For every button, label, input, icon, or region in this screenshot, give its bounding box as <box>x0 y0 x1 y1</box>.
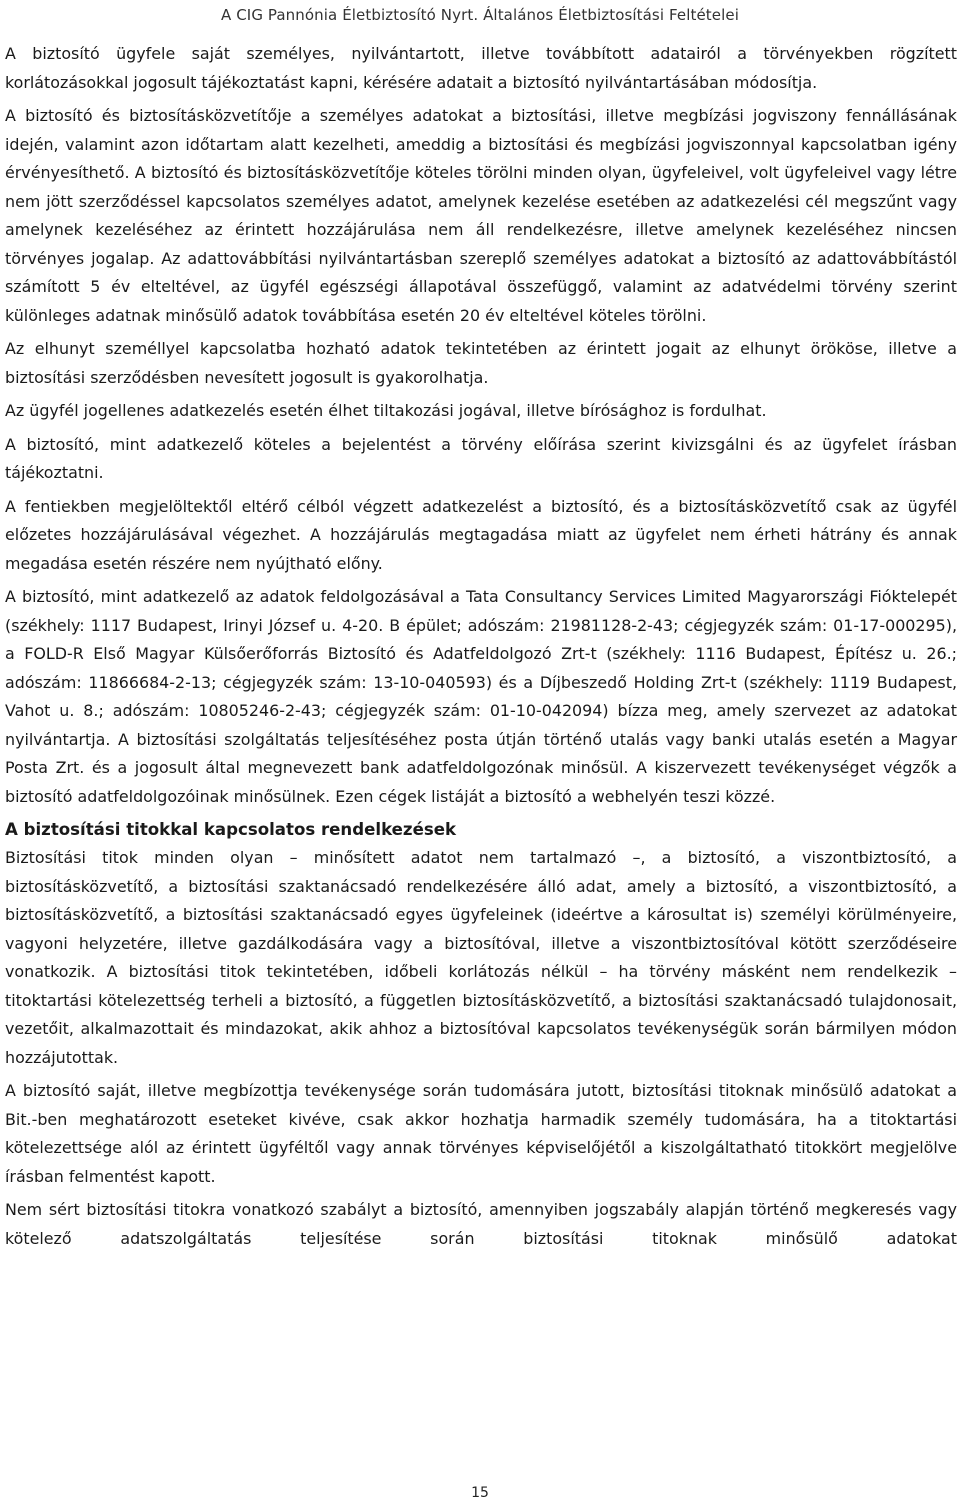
page-number: 15 <box>471 1485 489 1501</box>
paragraph-other-purpose: A fentiekben megjelöltektől eltérő célból végzett adatkezelést a biztosító, és a biztosításközvetítő csak az ügyfél előzetes hozzájárulásával végezhet. A hozzájárulás megtagadása miatt az ügyfelet nem érheti hátrány és annak megadása esetén részére nem nyújtható előny. <box>5 496 957 573</box>
paragraph-complaint-handling: A biztosító, mint adatkezelő köteles a bejelentést a törvény előírása szerint kivizsgálni és az ügyfelet írásban tájékoztatni. <box>5 434 957 482</box>
paragraph-objection-right: Az ügyfél jogellenes adatkezelés esetén élhet tiltakozási jogával, illetve bírósághoz is fordulhat. <box>5 401 767 420</box>
running-header: A CIG Pannónia Életbiztosító Nyrt. Általános Életbiztosítási Feltételei <box>221 6 739 24</box>
paragraph-secret-disclosure: A biztosító saját, illetve megbízottja tevékenysége során tudomására jutott, biztosítási titoknak minősülő adatokat a Bit.-ben meghatározott eseteket kivéve, csak akkor hozhatja harmadik személy tudomására, ha a titoktartási kötelezettsége alól az érintett ügyféltől vagy annak törvényes képviselőjétől a kiszolgáltatható titokkört megjelölve írásban felmentést kapott. <box>5 1081 957 1186</box>
paragraph-data-retention: A biztosító és biztosításközvetítője a személyes adatokat a biztosítási, illetve megbízási jogviszony fennállásának idején, valamint azon időtartam alatt kezelheti, ameddig a biztosítási és megbízási jogviszonnyal kapcsolatban igény érvényesíthető. A biztosító és biztosításközvetítője köteles törölni minden olyan, ügyfeleivel, volt ügyfeleivel vagy létre nem jött szerződéssel kapcsolatos személyes adatot, amelynek kezelése esetében az adatkezelési cél megszűnt vagy amelynek kezeléséhez az érintett hozzájárulása nem áll rendelkezésre, illetve amelynek kezeléséhez nincsen törvényes jogalap. Az adattovábbítási nyilvántartásban szereplő személyes adatokat a biztosító az adattovábbítástól számított 5 év elteltével, az ügyfél egészségi állapotával összefüggő, valamint az adatvédelmi törvény szerint különleges adatnak minősülő adatok továbbítása esetén 20 év elteltével köteles törölni. <box>5 106 957 325</box>
paragraph-secret-definition: Biztosítási titok minden olyan – minősített adatot nem tartalmazó –, a biztosító, a viszontbiztosító, a biztosításközvetítő, a biztosítási szaktanácsadó rendelkezésére álló adat, amely a biztosító, a viszontbiztosító, a biztosításközvetítő, a biztosítási szaktanácsadó egyes ügyfeleinek (ideértve a károsultat is) személyi körülményeire, vagyoni helyzetére, illetve gazdálkodására vagy a biztosítóval, illetve a viszontbiztosítóval kötött szerződéseire vonatkozik. A biztosítási titok tekintetében, időbeli korlátozás nélkül – ha törvény másként nem rendelkezik – titoktartási kötelezettség terheli a biztosító, a független biztosításközvetítő, a biztosítási szaktanácsadó tulajdonosait, vezetőit, alkalmazottait és mindazokat, akik ahhoz a biztosítóval kapcsolatos tevékenységük során bármilyen módon hozzájutottak. <box>5 848 957 1067</box>
paragraph-data-access: A biztosító ügyfele saját személyes, nyilvántartott, illetve továbbított adatairól a törvényekben rögzített korlátozásokkal jogosult tájékoztatást kapni, kérésére adatait a biztosító nyilvántartásában módosítja. <box>5 44 957 92</box>
paragraph-secret-exceptions: Nem sért biztosítási titokra vonatkozó szabályt a biztosító, amennyiben jogszabály alapján történő megkeresés vagy kötelező adatszolgáltatás teljesítése során biztosítási titoknak minősülő adatokat <box>5 1200 957 1248</box>
section-heading: A biztosítási titokkal kapcsolatos rendelkezések <box>5 820 456 839</box>
paragraph-deceased-rights: Az elhunyt személlyel kapcsolatba hozható adatok tekintetében az érintett jogait az elhunyt örököse, illetve a biztosítási szerződésben nevesített jogosult is gyakorolhatja. <box>5 339 957 387</box>
document-body <box>5 40 957 1258</box>
paragraph-data-processors: A biztosító, mint adatkezelő az adatok feldolgozásával a Tata Consultancy Services Limited Magyarországi Fióktelepét (székhely: 1117 Budapest, Irinyi József u. 4-20. B épület; adószám: 21981128-2-43; cégjegyzék szám: 01-17-000295), a FOLD-R Első Magyar Külsőerőforrás Biztosító és Adatfeldolgozó Zrt-t (székhely: 1116 Budapest, Építész u. 26.; adószám: 11866684-2-13; cégjegyzék szám: 13-10-040593) és a Díjbeszedő Holding Zrt-t (székhely: 1119 Budapest, Vahot u. 8.; adószám: 10805246-2-43; cégjegyzék szám: 01-10-042094) bízza meg, amely szervezet az adatokat nyilvántartja. A biztosítási szolgáltatás teljesítéséhez posta útján történő utalás vagy banki utalás esetén a Magyar Posta Zrt. és a jogosult által megnevezett bank adatfeldolgozónak minősül. A kiszervezett tevékenységet végzők a biztosító adatfeldolgozóinak minősülnek. Ezen cégek listáját a biztosító a webhelyén teszi közzé. <box>5 587 957 806</box>
